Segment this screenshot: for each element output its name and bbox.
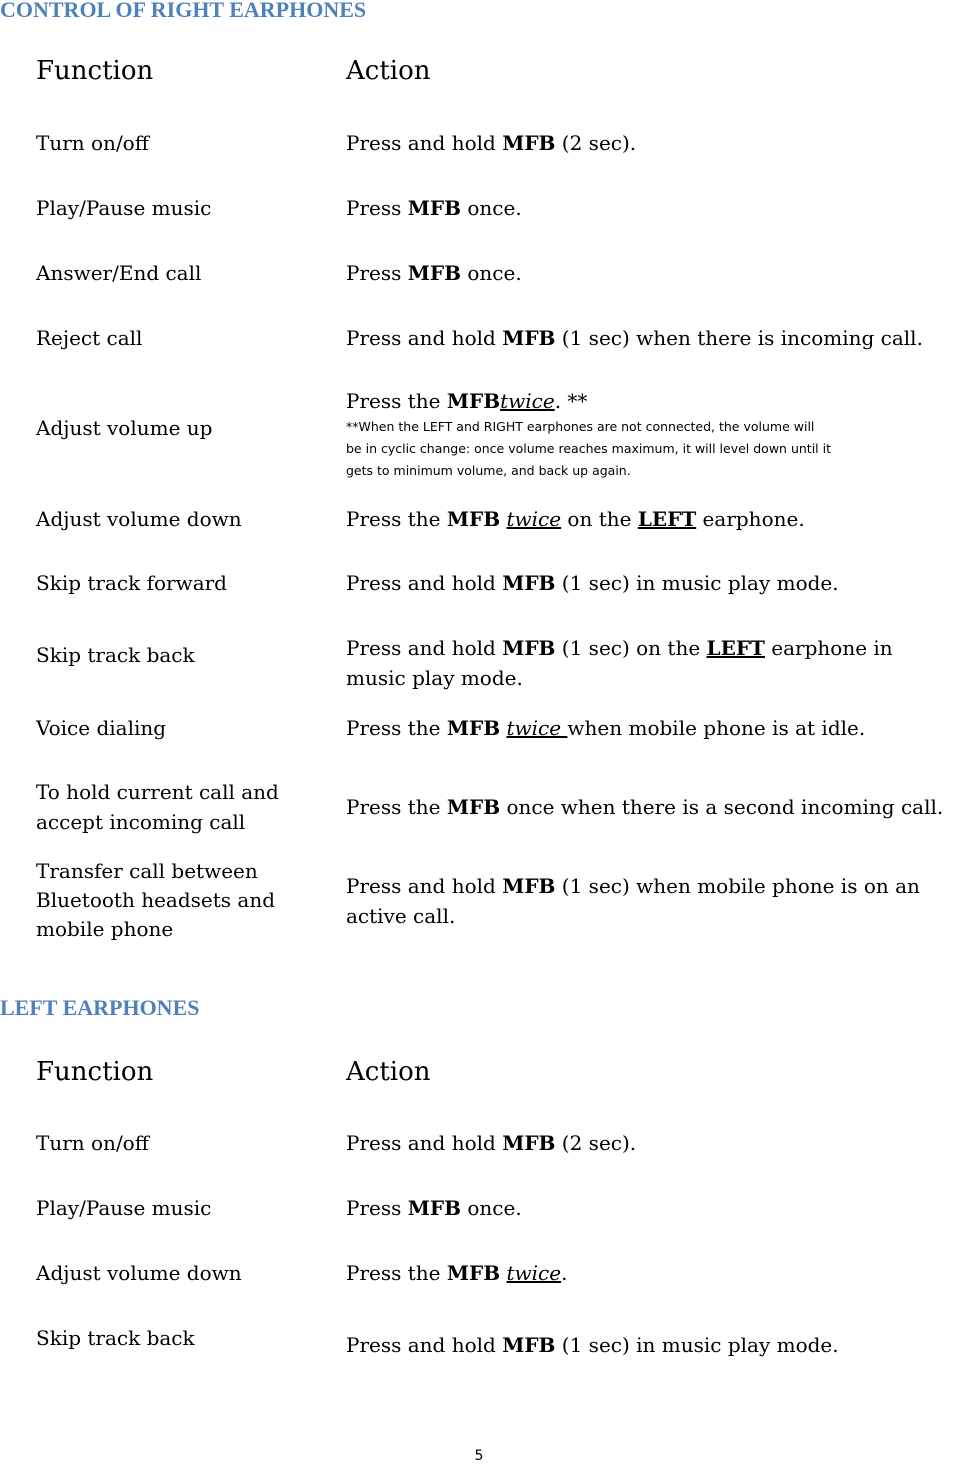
- left-row-function: Skip track back: [36, 1326, 195, 1350]
- right-row-function: Voice dialing: [36, 716, 167, 740]
- right-col-function-header: Function: [36, 56, 154, 86]
- right-section-heading: CONTROL OF RIGHT EARPHONES: [0, 0, 367, 22]
- left-row-function: Adjust volume down: [36, 1261, 242, 1285]
- left-row-action: Press MFB once.: [346, 1196, 522, 1220]
- left-row-function: Play/Pause music: [36, 1196, 212, 1220]
- right-row-function: Adjust volume up: [36, 416, 213, 440]
- volume-note: [346, 416, 958, 482]
- right-row-action: Press and hold MFB (1 sec) when mobile phone is on an active call.: [346, 874, 920, 928]
- left-col-function-header: Function: [36, 1057, 154, 1087]
- left-row-function: Turn on/off: [36, 1131, 149, 1155]
- right-row-action: Press MFB once.: [346, 261, 522, 285]
- right-row-action: Press the MFB twice when mobile phone is at idle.: [346, 716, 866, 740]
- right-row-function: Play/Pause music: [36, 196, 212, 220]
- left-row-action: Press and hold MFB (2 sec).: [346, 1131, 637, 1155]
- right-row-action: Press the MFB twice on the LEFT earphone.: [346, 507, 805, 531]
- right-col-action-header: Action: [346, 56, 431, 86]
- right-row-action: Press and hold MFB (1 sec) on the LEFT earphone in music play mode.: [346, 636, 893, 690]
- page-number: 5: [474, 1448, 484, 1464]
- right-row-function: Skip track forward: [36, 571, 227, 595]
- volume-note-line: be in cyclic change: once volume reaches maximum, it will level down until it: [346, 441, 831, 456]
- right-row-function: Transfer call between Bluetooth headsets and mobile phone: [36, 859, 276, 941]
- volume-note-line: **When the LEFT and RIGHT earphones are not connected, the volume will: [346, 419, 815, 434]
- right-row-action: Press the MFB once when there is a second incoming call.: [346, 795, 944, 819]
- left-row-action: Press and hold MFB (1 sec) in music play mode.: [346, 1333, 839, 1357]
- right-row-function: Skip track back: [36, 643, 195, 667]
- left-col-action-header: Action: [346, 1057, 431, 1087]
- right-row-action: Press the MFBtwice. **: [346, 389, 588, 413]
- volume-note-line: gets to minimum volume, and back up again.: [346, 463, 631, 478]
- left-row-action: Press the MFB twice.: [346, 1261, 568, 1285]
- right-row-action: Press MFB once.: [346, 196, 522, 220]
- right-row-function: Turn on/off: [36, 131, 149, 155]
- right-row-function: Reject call: [36, 326, 143, 350]
- right-row-function: Answer/End call: [36, 261, 202, 285]
- right-row-function: Adjust volume down: [36, 507, 242, 531]
- left-section-heading: LEFT EARPHONES: [0, 995, 200, 1020]
- right-row-function: To hold current call and accept incoming call: [36, 780, 279, 834]
- right-row-action: Press and hold MFB (2 sec).: [346, 131, 637, 155]
- right-row-action: Press and hold MFB (1 sec) in music play mode.: [346, 571, 839, 595]
- right-row-action: Press and hold MFB (1 sec) when there is incoming call.: [346, 326, 923, 350]
